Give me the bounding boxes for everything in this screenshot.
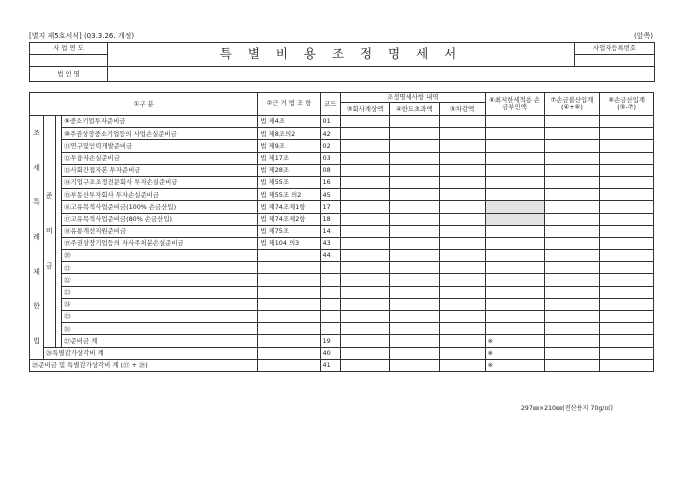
table-row [30,298,654,310]
cell-non-deductible[interactable] [544,116,600,128]
cell-min-tax[interactable] [485,164,544,176]
row-law [258,298,320,310]
side-law-char: 법 [33,336,40,345]
row-code: 16 [320,176,340,188]
cell-min-tax[interactable] [485,152,544,164]
row-code: 42 [320,128,340,140]
sub-total-code: 19 [320,335,340,347]
col-min-tax: ⑥최저한세적용 손금부인액 [485,93,544,116]
cell-company-amount[interactable] [340,164,389,176]
table-row [30,201,654,213]
cell-deductible[interactable] [600,128,654,140]
row-law [258,262,320,274]
cell-deducted[interactable] [439,250,485,262]
grand-total-code: 41 [320,359,340,371]
cell-min-tax: ※ [485,335,544,347]
cell-deductible[interactable] [600,140,654,152]
cell-min-tax[interactable] [485,250,544,262]
cell-company-amount[interactable] [340,237,389,249]
row-name: ⑰고유목적사업준비금(80% 손금산입) [62,213,258,225]
cell-company-amount[interactable] [340,176,389,188]
cell-company-amount[interactable] [340,201,389,213]
row-name: ㉒ [62,274,258,286]
side-label: (앞쪽) [634,32,653,40]
cell-company-amount[interactable] [340,152,389,164]
cell-deducted[interactable] [439,274,485,286]
paper-spec: 297㎜×210㎜(전산용지 70g/㎡) [521,405,613,412]
row-code: 14 [320,225,340,237]
corp-value[interactable] [108,67,655,82]
cell-limit-excess[interactable] [390,225,439,237]
table-row [30,128,654,140]
sub-total-law [258,335,320,347]
row-code: 08 [320,164,340,176]
cell-non-deductible[interactable] [544,225,600,237]
cell-min-tax[interactable] [485,225,544,237]
cell-deducted[interactable] [439,213,485,225]
cell-deducted[interactable] [439,189,485,201]
cell-limit-excess[interactable] [390,176,439,188]
row-name: ⑮부동산투자회사 투자손실준비금 [62,189,258,201]
cell-deducted[interactable] [439,164,485,176]
cell-limit-excess[interactable] [390,237,439,249]
col-limit-excess: ④한도초과액 [390,103,439,116]
row-name: ⑯고유목적사업준비금(100% 손금산입) [62,201,258,213]
cell-non-deductible[interactable] [544,189,600,201]
cell-company-amount[interactable] [340,250,389,262]
row-law: 법 제75조 [258,225,320,237]
row-code: 02 [320,140,340,152]
row-name: ⑭기업구조조정전문회사 투자손실준비금 [62,176,258,188]
cell-deductible[interactable] [600,323,654,335]
row-law: 법 제8조의2 [258,128,320,140]
col-non-deductible: ⑦손금불산입계 (④+⑥) [544,93,600,116]
cell-non-deductible[interactable] [544,298,600,310]
cell-limit-excess[interactable] [390,213,439,225]
year-label: 사 업 연 도 [30,43,108,55]
side-law-char: 한 [33,302,40,311]
row-name: ⑪연구및인력개발준비금 [62,140,258,152]
col-law: ②근 거 법 조 항 [258,93,320,116]
cell-company-amount[interactable] [340,128,389,140]
grand-total-name: ㉙준비금 및 특별감가상각비 계 (㉗ + ㉘) [30,359,258,371]
cell-limit-excess[interactable] [390,335,439,347]
table-row [30,323,654,335]
header-table [29,42,655,82]
table-row [30,237,654,249]
cell-deductible[interactable] [600,347,654,359]
table-row [30,347,654,359]
cell-deducted[interactable] [439,262,485,274]
cell-company-amount[interactable] [340,274,389,286]
row-code [320,311,340,323]
cell-deducted[interactable] [439,152,485,164]
row-law: 법 제74조제2항 [258,213,320,225]
cell-non-deductible[interactable] [544,250,600,262]
col-code: 코드 [320,93,340,116]
cell-min-tax[interactable] [485,189,544,201]
cell-deductible[interactable] [600,359,654,371]
side-law-char: 례 [33,232,40,241]
row-name: ⑳ [62,250,258,262]
cell-deductible[interactable] [600,250,654,262]
row-name: ㉕ [62,311,258,323]
cell-min-tax[interactable] [485,213,544,225]
table-row [30,311,654,323]
cell-deducted[interactable] [439,323,485,335]
table-row [30,116,654,128]
cell-min-tax[interactable] [485,237,544,249]
cell-deductible[interactable] [600,189,654,201]
col-deducted: ⑤차감액 [439,103,485,116]
table-row [30,225,654,237]
table-row [30,140,654,152]
cell-deducted[interactable] [439,225,485,237]
side-law-char: 조 [33,128,40,137]
cell-company-amount[interactable] [340,213,389,225]
row-code: 01 [320,116,340,128]
cell-deducted[interactable] [439,237,485,249]
side-law-char: 세 [33,163,40,172]
cell-deducted[interactable] [439,347,485,359]
cell-limit-excess[interactable] [390,140,439,152]
cell-deductible[interactable] [600,286,654,298]
cell-deducted[interactable] [439,140,485,152]
cell-limit-excess[interactable] [390,311,439,323]
table-row [30,189,654,201]
row-law: 법 제55조 의2 [258,189,320,201]
col-company-amount: ③회사계상액 [340,103,389,116]
side-fund-char: 비 [45,226,53,235]
row-code [320,274,340,286]
row-name: ⑱유통개선지원준비금 [62,225,258,237]
cell-min-tax[interactable] [485,176,544,188]
cell-company-amount[interactable] [340,311,389,323]
cell-limit-excess[interactable] [390,128,439,140]
sub-total-name: ㉗준비금 계 [62,335,258,347]
table-row [30,213,654,225]
cell-deductible[interactable] [600,213,654,225]
cell-deducted[interactable] [439,116,485,128]
row-name: ⑲주권상장기업등의 자사주처분손실준비금 [62,237,258,249]
cell-company-amount[interactable] [340,189,389,201]
row-name: ⑩주권상장중소기업등의 사업손실준비금 [62,128,258,140]
row-name: ⑬사회간접자본 투자준비금 [62,164,258,176]
bizno-value[interactable] [575,55,655,67]
cell-min-tax[interactable] [485,128,544,140]
cell-non-deductible[interactable] [544,347,600,359]
row-law: 법 제55조 [258,176,320,188]
cell-deductible[interactable] [600,225,654,237]
cell-deductible[interactable] [600,298,654,310]
cell-min-tax[interactable] [485,311,544,323]
cell-deductible[interactable] [600,274,654,286]
cell-non-deductible[interactable] [544,176,600,188]
row-law: 법 제9조 [258,140,320,152]
row-name: ⑫투융자손실준비금 [62,152,258,164]
cell-non-deductible[interactable] [544,140,600,152]
row-name: ㉔ [62,298,258,310]
cell-non-deductible[interactable] [544,359,600,371]
cell-min-tax: ※ [485,347,544,359]
cell-company-amount[interactable] [340,323,389,335]
cell-deducted[interactable] [439,359,485,371]
row-code: 43 [320,237,340,249]
col-adjust-group: 조정명세사항 내역 [340,93,485,103]
cell-non-deductible[interactable] [544,335,600,347]
form-reference: [별지 제5호서식] (03.3.26. 개정) [29,32,135,40]
col-category: ①구 분 [30,93,258,116]
cell-deducted[interactable] [439,298,485,310]
row-code: 18 [320,213,340,225]
row-law [258,274,320,286]
row-law [258,286,320,298]
cell-min-tax[interactable] [485,201,544,213]
cell-deductible[interactable] [600,311,654,323]
cell-deducted[interactable] [439,311,485,323]
cell-non-deductible[interactable] [544,237,600,249]
cell-deductible[interactable] [600,201,654,213]
cell-company-amount[interactable] [340,298,389,310]
cell-limit-excess[interactable] [390,152,439,164]
side-law-char: 제 [33,267,40,276]
table-row [30,152,654,164]
col-deductible: ⑧손금산입계 (⑤-⑦) [600,93,654,116]
cell-min-tax[interactable] [485,286,544,298]
cell-deductible[interactable] [600,152,654,164]
row-law: 법 제104 의3 [258,237,320,249]
cell-limit-excess[interactable] [390,286,439,298]
cell-deducted[interactable] [439,286,485,298]
cell-limit-excess[interactable] [390,262,439,274]
cell-min-tax: ※ [485,359,544,371]
side-fund-char: 금 [45,261,53,270]
row-name: ㉓ [62,286,258,298]
cell-company-amount[interactable] [340,347,389,359]
cell-non-deductible[interactable] [544,323,600,335]
cell-min-tax[interactable] [485,262,544,274]
special-dep-law [258,347,320,359]
cell-deductible[interactable] [600,164,654,176]
row-code: 17 [320,201,340,213]
cell-deductible[interactable] [600,237,654,249]
cell-deducted[interactable] [439,201,485,213]
cell-deductible[interactable] [600,116,654,128]
cell-deductible[interactable] [600,176,654,188]
special-dep-code: 40 [320,347,340,359]
row-name: ㉑ [62,262,258,274]
row-law: 법 제17조 [258,152,320,164]
row-law: 법 제28조 [258,164,320,176]
cell-non-deductible[interactable] [544,201,600,213]
cell-non-deductible[interactable] [544,152,600,164]
row-code: 44 [320,250,340,262]
cell-deductible[interactable] [600,262,654,274]
row-name: ㉖ [62,323,258,335]
cell-limit-excess[interactable] [390,250,439,262]
cell-company-amount[interactable] [340,286,389,298]
cell-non-deductible[interactable] [544,164,600,176]
cell-deducted[interactable] [439,176,485,188]
row-code [320,286,340,298]
side-label-law [30,116,44,360]
cell-non-deductible[interactable] [544,262,600,274]
row-law: 법 제74조제1항 [258,201,320,213]
cell-company-amount[interactable] [340,262,389,274]
cell-company-amount[interactable] [340,335,389,347]
year-value[interactable] [30,55,108,67]
cell-min-tax[interactable] [485,274,544,286]
table-row [30,274,654,286]
row-code: 45 [320,189,340,201]
cell-non-deductible[interactable] [544,128,600,140]
cell-non-deductible[interactable] [544,311,600,323]
cell-limit-excess[interactable] [390,298,439,310]
cell-limit-excess[interactable] [390,274,439,286]
row-law [258,323,320,335]
corp-label: 법 인 명 [30,67,108,82]
row-code [320,262,340,274]
grand-total-law [258,359,320,371]
table-row [30,359,654,371]
cell-limit-excess[interactable] [390,323,439,335]
cell-limit-excess[interactable] [390,189,439,201]
cell-min-tax[interactable] [485,140,544,152]
table-row [30,176,654,188]
cell-limit-excess[interactable] [390,201,439,213]
bizno-label: 사업자등록번호 [575,43,655,55]
row-code: 03 [320,152,340,164]
cell-deducted[interactable] [439,335,485,347]
table-row [30,250,654,262]
table-row [30,164,654,176]
cell-non-deductible[interactable] [544,213,600,225]
cell-company-amount[interactable] [340,116,389,128]
side-fund-char: 준 [45,191,53,200]
cell-deductible[interactable] [600,335,654,347]
cell-min-tax[interactable] [485,323,544,335]
cell-company-amount[interactable] [340,140,389,152]
form-title: 특 별 비 용 조 정 명 세 서 [219,46,463,62]
row-code [320,323,340,335]
row-law: 법 제4조 [258,116,320,128]
row-code [320,298,340,310]
cell-min-tax[interactable] [485,116,544,128]
cell-company-amount[interactable] [340,225,389,237]
cell-limit-excess[interactable] [390,116,439,128]
cell-limit-excess[interactable] [390,164,439,176]
cell-min-tax[interactable] [485,298,544,310]
cell-limit-excess[interactable] [390,359,439,371]
row-law [258,250,320,262]
table-row [30,262,654,274]
side-law-char: 특 [33,198,40,207]
cell-limit-excess[interactable] [390,347,439,359]
cell-non-deductible[interactable] [544,274,600,286]
table-row [30,286,654,298]
cell-company-amount[interactable] [340,359,389,371]
row-name: ⑨중소기업투자준비금 [62,116,258,128]
table-row [30,335,654,347]
cell-deducted[interactable] [439,128,485,140]
side-label-fund [43,116,55,348]
form-title-cell [108,43,575,67]
row-law [258,311,320,323]
cell-non-deductible[interactable] [544,286,600,298]
special-dep-name: ㉘특별감가상각비 계 [43,347,257,359]
main-table [29,92,654,372]
